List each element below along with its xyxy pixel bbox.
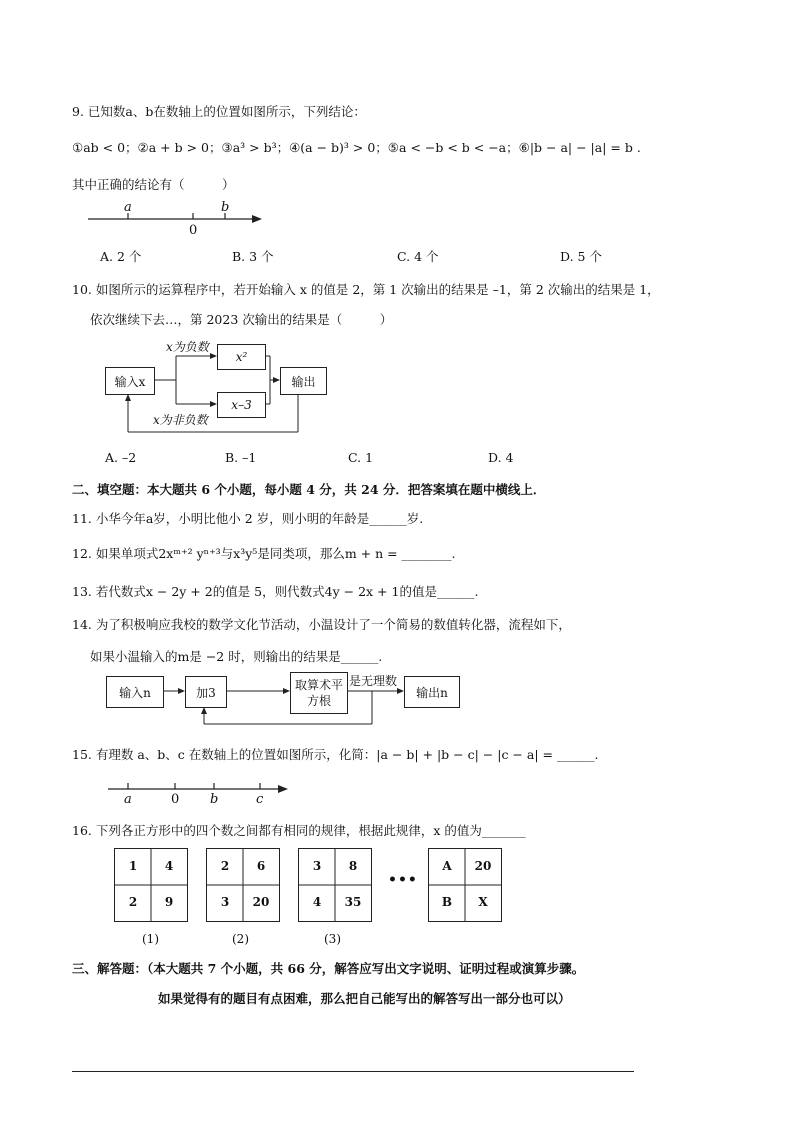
q10-line1: 10. 如图所示的运算程序中，若开始输入 x 的值是 2，第 1 次输出的结果是 –1，第 2 次输出的结果是 1， <box>72 282 660 297</box>
q16-square-3-cell: 3 <box>312 859 322 873</box>
q16-square-2-cell: 20 <box>252 895 270 909</box>
q15-axis-a: a <box>124 792 132 807</box>
q15-text: 15. 有理数 a、b、c 在数轴上的位置如图所示，化简：|a − b| + |b − c| − |c − a| = ______. <box>72 747 599 762</box>
q10-square-box: x² <box>217 344 266 370</box>
q16-square-2-cell: 6 <box>256 859 266 873</box>
q16-square-2-cell: 3 <box>220 895 230 909</box>
q16-square-1-cell: 1 <box>128 859 138 873</box>
q16-square-4-cell: 20 <box>474 859 492 873</box>
q14-sqrt-line1: 取算术平 <box>294 678 343 692</box>
q14-line1: 14. 为了积极响应我校的数学文化节活动，小温设计了一个简易的数值转化器，流程如下， <box>72 617 571 632</box>
section3-heading-line2: 如果觉得有的题目有点困难，那么把自己能写出的解答写出一部分也可以） <box>158 991 571 1006</box>
q9-stem: 9. 已知数a、b在数轴上的位置如图所示，下列结论： <box>72 104 366 119</box>
q16-caption-1: (1) <box>142 932 159 946</box>
q16-caption-2: (2) <box>232 932 249 946</box>
q16-square-4-cell: A <box>442 859 452 873</box>
q16-square-3-cell: 35 <box>344 895 362 909</box>
q9-axis-a: a <box>124 200 132 215</box>
q14-sqrt-line2: 方根 <box>306 694 331 708</box>
q10-option-a[interactable]: A. –2 <box>105 450 137 465</box>
q16-square-4-cell: B <box>441 895 453 909</box>
q11-text: 11. 小华今年a岁，小明比他小 2 岁，则小明的年龄是______岁. <box>72 511 424 526</box>
q9-conclusions: ①ab < 0；②a + b > 0；③a³ > b³；④(a − b)³ > 0；⑤a < −b < b < −a；⑥|b − a| − |a| = b . <box>72 140 641 155</box>
q9-option-c[interactable]: C. 4 个 <box>397 249 439 264</box>
q9-option-b[interactable]: B. 3 个 <box>232 249 274 264</box>
q16-text: 16. 下列各正方形中的四个数之间都有相同的规律，根据此规律，x 的值为_______ <box>72 823 526 838</box>
q16-square-4-cell: X <box>478 895 488 909</box>
q9-axis-zero: 0 <box>189 223 198 238</box>
q9-axis-b: b <box>221 200 230 215</box>
section2-heading: 二、填空题：本大题共 6 个小题，每小题 4 分，共 24 分．把答案填在题中横线上． <box>72 482 546 497</box>
q10-negative-label: x为负数 <box>166 340 209 354</box>
q15-axis-zero: 0 <box>171 792 180 807</box>
q10-minus3-box: x–3 <box>217 392 266 418</box>
q9-option-d[interactable]: D. 5 个 <box>560 249 602 264</box>
q16-square-3-cell: 4 <box>312 895 322 909</box>
q9-option-a[interactable]: A. 2 个 <box>100 249 142 264</box>
q16-square-2-cell: 2 <box>220 859 230 873</box>
q9-prompt: 其中正确的结论有（ ） <box>72 177 235 192</box>
section3-heading-line1: 三、解答题：（本大题共 7 个小题，共 66 分，解答应写出文字说明、证明过程或演算步骤。 <box>72 961 585 976</box>
q16-ellipsis: ••• <box>388 872 418 888</box>
q14-irrational-label: 是无理数 <box>349 674 398 688</box>
q16-square-1-cell: 9 <box>164 895 174 909</box>
q14-input-box: 输入n <box>106 676 164 708</box>
q12-text: 12. 如果单项式2xᵐ⁺² yⁿ⁺³与x³y⁵是同类项，那么m + n = ________. <box>72 546 456 561</box>
page-footer-rule <box>72 1071 634 1072</box>
q16-square-3-cell: 8 <box>348 859 358 873</box>
q16-square-1-cell: 2 <box>128 895 138 909</box>
q15-axis-c: c <box>256 792 264 807</box>
q10-input-box: 输入x <box>105 367 155 395</box>
q10-line2: 依次继续下去…，第 2023 次输出的结果是（ ） <box>90 312 393 327</box>
q14-output-box: 输出n <box>404 676 460 708</box>
q15-axis-b: b <box>210 792 219 807</box>
q10-option-d[interactable]: D. 4 <box>488 450 514 465</box>
q10-output-box: 输出 <box>280 367 327 395</box>
q10-option-b[interactable]: B. –1 <box>225 450 257 465</box>
q10-option-c[interactable]: C. 1 <box>348 450 374 465</box>
q10-nonnegative-label: x为非负数 <box>153 413 208 427</box>
q13-text: 13. 若代数式x − 2y + 2的值是 5，则代数式4y − 2x + 1的值是______. <box>72 584 479 599</box>
q14-add3-box: 加3 <box>185 676 227 708</box>
q16-square-1-cell: 4 <box>164 859 174 873</box>
q14-line2: 如果小温输入的m是 −2 时，则输出的结果是______. <box>90 649 383 664</box>
q16-caption-3: (3) <box>324 932 341 946</box>
